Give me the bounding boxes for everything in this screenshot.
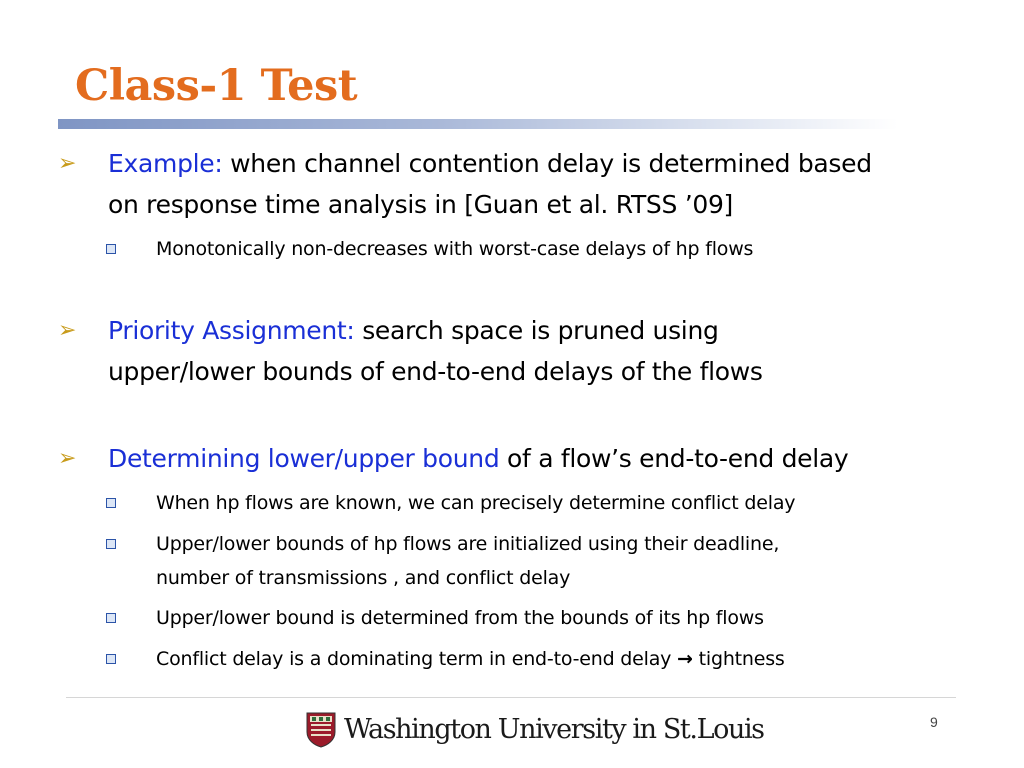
sub-bullet-text bbox=[156, 527, 966, 595]
square-bullet-icon bbox=[106, 613, 116, 623]
square-bullet-icon bbox=[106, 654, 116, 664]
bullet-line: when channel contention delay is determined based bbox=[230, 149, 872, 178]
square-bullet-icon bbox=[106, 539, 116, 549]
bullet-text bbox=[108, 143, 988, 225]
sub-bullet-line: Conflict delay is a dominating term in end-to-end delay bbox=[156, 648, 672, 670]
bullet-text bbox=[108, 438, 988, 479]
slide-title: Class-1 Test bbox=[75, 61, 358, 111]
sub-bullet-line: Upper/lower bounds of hp flows are initialized using their deadline, bbox=[156, 533, 780, 555]
bullet-line: of a flow’s end-to-end delay bbox=[507, 444, 849, 473]
bullet-line: on response time analysis in [Guan et al. RTSS ’09] bbox=[108, 190, 734, 219]
page-number: 9 bbox=[930, 714, 938, 730]
right-arrow-icon: → bbox=[677, 648, 693, 670]
university-name: Washington University in St.Louis bbox=[344, 714, 764, 745]
bullet-line: search space is pruned using bbox=[362, 316, 719, 345]
sub-bullet-text: When hp flows are known, we can precisely determine conflict delay bbox=[156, 492, 796, 514]
arrow-bullet-icon: ➢ bbox=[58, 151, 77, 176]
bullet-line: upper/lower bounds of end-to-end delays of the flows bbox=[108, 357, 763, 386]
sub-bullet-line: tightness bbox=[698, 648, 785, 670]
footer-divider bbox=[66, 697, 956, 698]
sub-bullet-line: number of transmissions , and conflict delay bbox=[156, 567, 571, 589]
square-bullet-icon bbox=[106, 498, 116, 508]
arrow-bullet-icon: ➢ bbox=[58, 318, 77, 343]
sub-bullet-text: Monotonically non-decreases with worst-case delays of hp flows bbox=[156, 238, 754, 260]
bullet-lead: Priority Assignment: bbox=[108, 316, 355, 345]
sub-bullet-text: Upper/lower bound is determined from the bounds of its hp flows bbox=[156, 607, 764, 629]
bullet-lead: Determining lower/upper bound bbox=[108, 444, 500, 473]
university-shield-icon bbox=[306, 712, 336, 748]
bullet-text bbox=[108, 310, 988, 392]
title-underline bbox=[58, 119, 898, 129]
arrow-bullet-icon: ➢ bbox=[58, 446, 77, 471]
university-logo bbox=[306, 710, 764, 750]
sub-bullet-text bbox=[156, 642, 966, 676]
square-bullet-icon bbox=[106, 244, 116, 254]
bullet-lead: Example: bbox=[108, 149, 223, 178]
